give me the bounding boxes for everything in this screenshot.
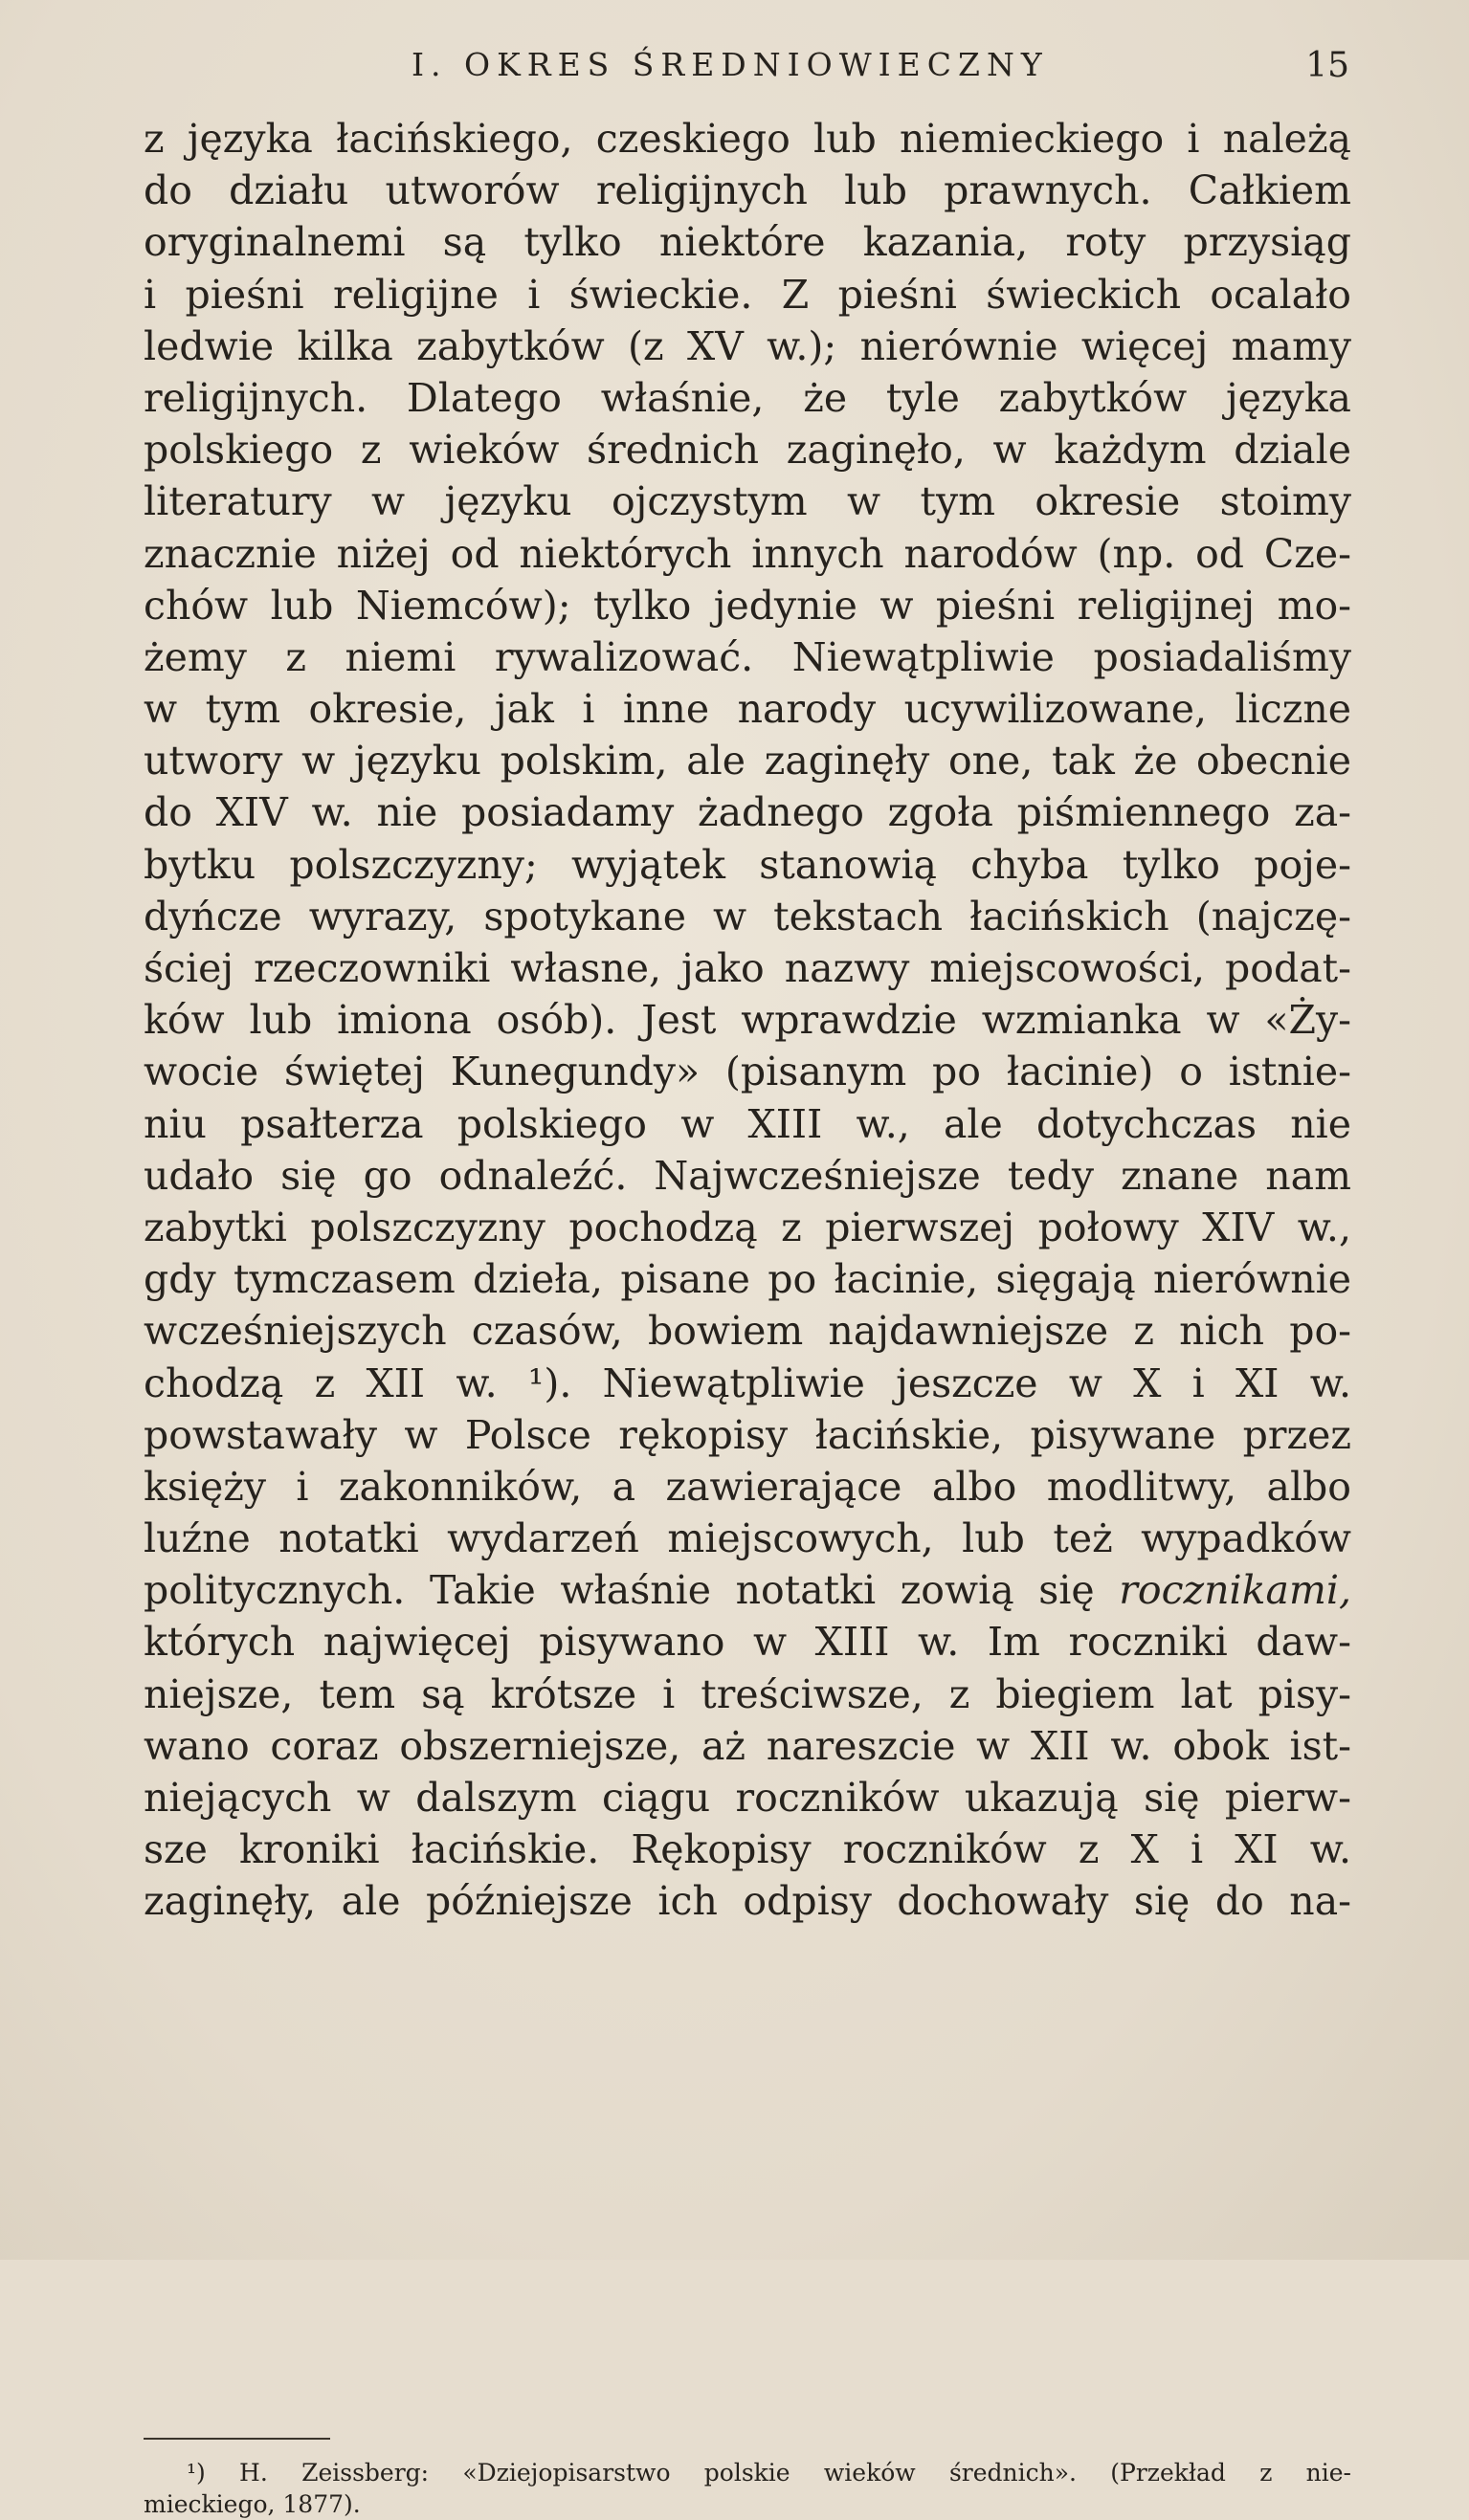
- text-line: powstawały w Polsce rękopisy łacińskie, pisywane przez: [144, 1411, 1351, 1458]
- text-line: niu psałterza polskiego w XIII w., ale dotychczas nie: [144, 1100, 1351, 1147]
- text-line: polskiego z wieków średnich zaginęło, w każdym dziale: [144, 427, 1351, 474]
- text-line: religijnych. Dlatego właśnie, że tyle zabytków języka: [144, 374, 1351, 421]
- text-line: chodzą z XII w. ¹). Niewątpliwie jeszcze w X i XI w.: [144, 1359, 1351, 1406]
- text-line: żemy z niemi rywalizować. Niewątpliwie posiadaliśmy: [144, 633, 1351, 680]
- text-line: z języka łacińskiego, czeskiego lub niemieckiego i należą: [144, 116, 1351, 162]
- text-line: gdy tymczasem dzieła, pisane po łacinie, sięgają nierównie: [144, 1256, 1351, 1303]
- footnote-line: mieckiego, 1877).: [144, 2490, 361, 2518]
- text-line: znacznie niżej od niektórych innych narodów (np. od Cze-: [144, 530, 1351, 577]
- page-number: 15: [1305, 46, 1349, 85]
- text-line: których najwięcej pisywano w XIII w. Im roczniki daw-: [144, 1619, 1351, 1666]
- italic-term: rocznikami,: [1119, 1567, 1351, 1614]
- text-line: i pieśni religijne i świeckie. Z pieśni świeckich ocalało: [144, 271, 1351, 318]
- text-line: ściej rzeczowniki własne, jako nazwy miejscowości, podat-: [144, 945, 1351, 991]
- body-text: [144, 113, 1351, 1928]
- text-line: wocie świętej Kunegundy» (pisanym po łacinie) o istnie-: [144, 1049, 1351, 1095]
- text-segment: politycznych. Takie właśnie notatki zowią się: [144, 1567, 1095, 1614]
- footnote-divider: [144, 2438, 330, 2440]
- text-line: księży i zakonników, a zawierające albo modlitwy, albo: [144, 1463, 1351, 1510]
- text-line: ledwie kilka zabytków (z XV w.); nierównie więcej mamy: [144, 322, 1351, 369]
- text-line: bytku polszczyzny; wyjątek stanowią chyba tylko poje-: [144, 841, 1351, 888]
- text-line: zabytki polszczyzny pochodzą z pierwszej połowy XIV w.,: [144, 1204, 1351, 1250]
- text-line: luźne notatki wydarzeń miejscowych, lub też wypadków: [144, 1515, 1351, 1562]
- text-line: utwory w języku polskim, ale zaginęły one, tak że obecnie: [144, 738, 1351, 785]
- running-head: I. OKRES ŚREDNIOWIECZNY: [412, 46, 1049, 83]
- text-line: w tym okresie, jak i inne narody ucywilizowane, liczne: [144, 686, 1351, 733]
- text-line: dyńcze wyrazy, spotykane w tekstach łacińskich (najczę-: [144, 893, 1351, 939]
- text-line: do działu utworów religijnych lub prawnych. Całkiem: [144, 167, 1351, 214]
- text-line: literatury w języku ojczystym w tym okresie stoimy: [144, 478, 1351, 525]
- text-line: wano coraz obszerniejsze, aż nareszcie w XII w. obok ist-: [144, 1722, 1351, 1769]
- text-line: wcześniejszych czasów, bowiem najdawniejsze z nich po-: [144, 1308, 1351, 1355]
- page-header: [144, 46, 1349, 94]
- footnote: [144, 2457, 1351, 2520]
- text-line-with-italic-term: [144, 1564, 1351, 1616]
- text-line: niejsze, tem są krótsze i treściwsze, z biegiem lat pisy-: [144, 1670, 1351, 1717]
- text-line: chów lub Niemców); tylko jedynie w pieśni religijnej mo-: [144, 582, 1351, 629]
- text-line: niejących w dalszym ciągu roczników ukazują się pierw-: [144, 1775, 1351, 1821]
- text-line: zaginęły, ale późniejsze ich odpisy dochowały się do na-: [144, 1878, 1351, 1925]
- text-line: ków lub imiona osób). Jest wprawdzie wzmianka w «Ży-: [144, 997, 1351, 1044]
- text-line: sze kroniki łacińskie. Rękopisy roczników z X i XI w.: [144, 1826, 1351, 1873]
- footnote-line: ¹) H. Zeissberg: «Dziejopisarstwo polskie wieków średnich». (Przekład z nie-: [187, 2459, 1351, 2487]
- text-line: udało się go odnaleźć. Najwcześniejsze tedy znane nam: [144, 1152, 1351, 1199]
- text-line: do XIV w. nie posiadamy żadnego zgoła piśmiennego za-: [144, 789, 1351, 836]
- text-line: oryginalnemi są tylko niektóre kazania, roty przysiąg: [144, 219, 1351, 266]
